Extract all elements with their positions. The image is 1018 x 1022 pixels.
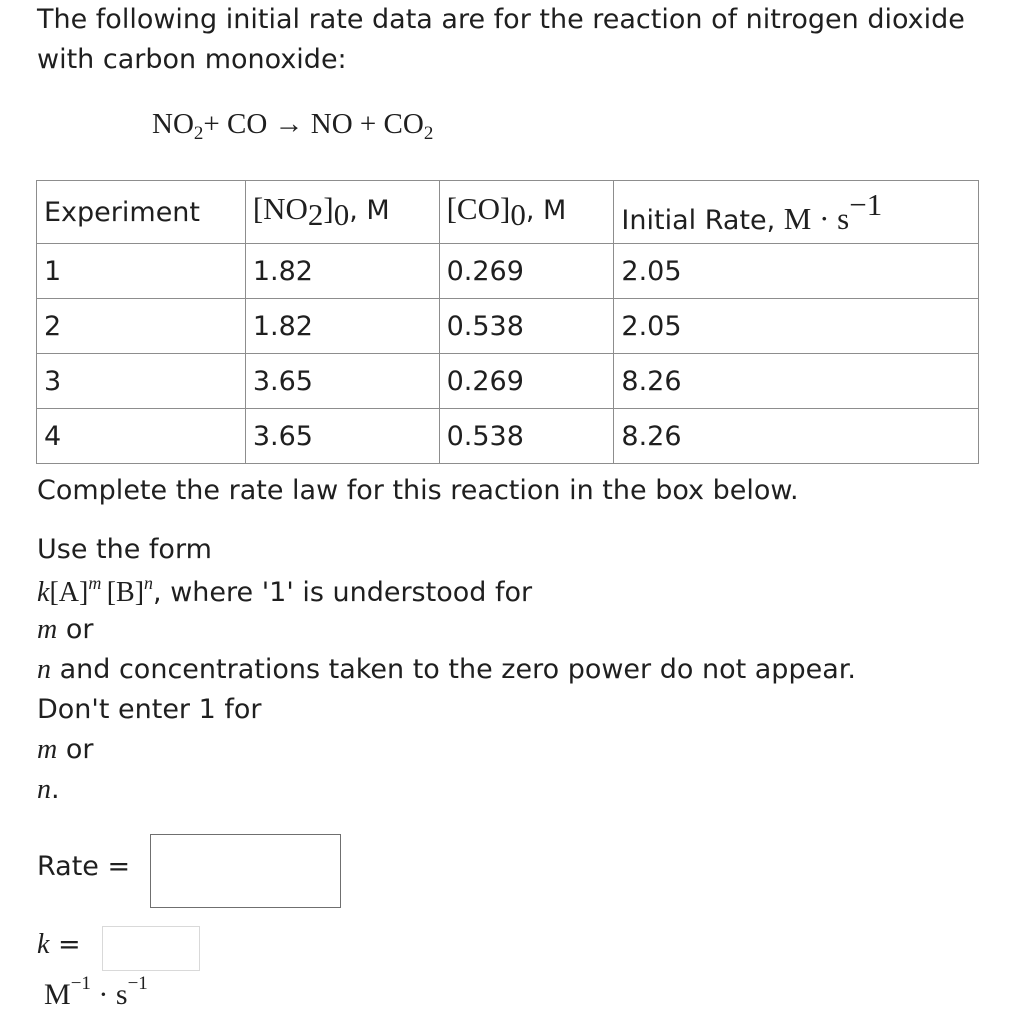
table-row: 2 1.82 0.538 2.05 [37, 299, 979, 354]
header-initial-rate: Initial Rate, $M \cdot s^{-1}$ [614, 181, 979, 244]
intro-text: The following initial rate data are for the reaction of nitrogen dioxide with carbon monoxide: [37, 4, 965, 75]
dont-enter-line: Don't enter 1 for [37, 694, 262, 725]
k-value-input[interactable] [102, 926, 200, 971]
k-units: $M^{-1} \cdot s^{-1}$ [44, 973, 148, 1011]
m-or-line-2: m or [37, 734, 94, 765]
header-no2-conc: $[NO_2]_0$, M [245, 181, 439, 244]
n-line: n and concentrations taken to the zero power do not appear. [37, 654, 856, 685]
rate-law-input[interactable] [150, 834, 341, 908]
complete-instruction: Complete the rate law for this reaction in the box below. [37, 475, 799, 506]
use-form-label: Use the form [37, 534, 212, 565]
table-row: 4 3.65 0.538 8.26 [37, 409, 979, 464]
rate-data-table [36, 180, 979, 464]
table-row: 1 1.82 0.269 2.05 [37, 244, 979, 299]
table-header-row [37, 181, 979, 244]
header-experiment: Experiment [37, 181, 246, 244]
k-label: k = [37, 929, 81, 960]
reaction-equation: $NO_2+$ CO → NO + $CO_2$ [152, 108, 434, 144]
m-or-line: m or [37, 614, 94, 645]
rate-law-form: $k[A]^m$ $[B]^n$, where '1' is understood for [37, 573, 533, 608]
table-row: 3 3.65 0.269 8.26 [37, 354, 979, 409]
rate-label: Rate = [37, 851, 131, 882]
header-co-conc: $[CO]_0$, M [439, 181, 614, 244]
n-end-line: n. [37, 774, 60, 805]
